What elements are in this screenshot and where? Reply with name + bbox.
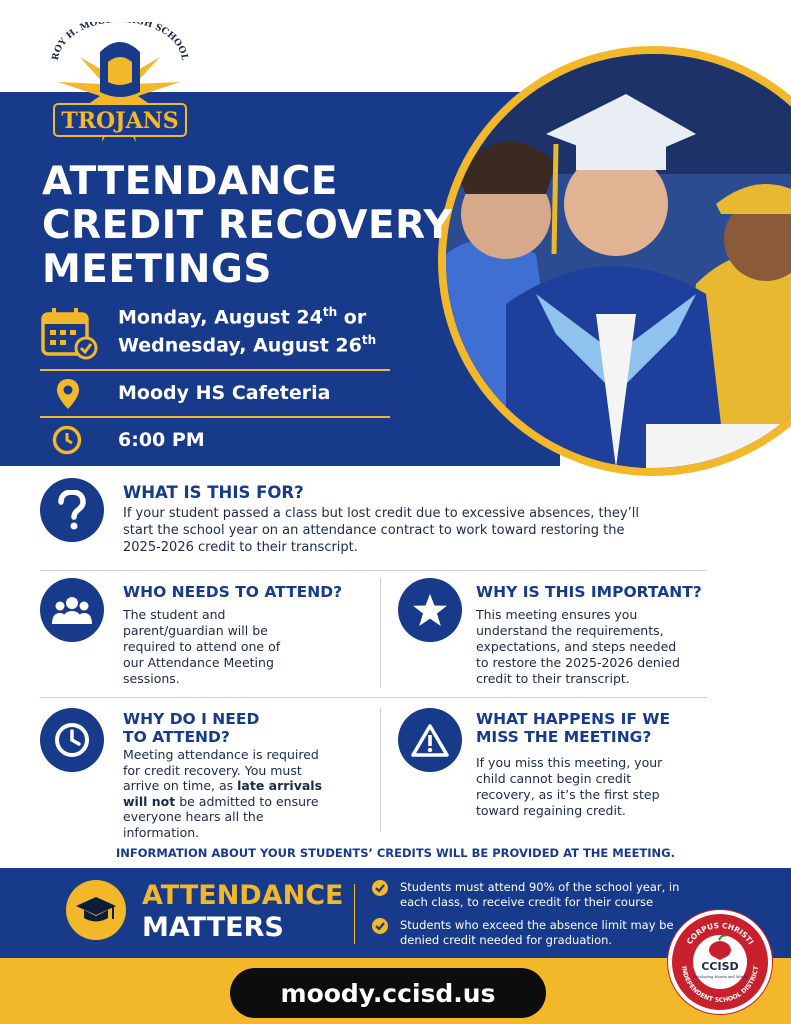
column-divider-2 <box>380 708 381 832</box>
seal-tagline: Developing Hearts and Minds <box>692 975 748 979</box>
seal-top-text: CORPUS CHRISTI <box>684 920 756 947</box>
what-is-this-body: If your student passed a class but lost credit due to excessive absences, they’ll start the school year on an attendance contract to work toward restoring the 2025-2026 credit to their transcript. <box>123 506 639 555</box>
matters-word: MATTERS <box>142 912 284 943</box>
banner-bullet-1-text: Students must attend 90% of the school year, in each class, to receive credit for their course <box>400 880 680 909</box>
page-title <box>42 160 452 292</box>
column-divider-1 <box>380 578 381 688</box>
who-needs-body: The student and parent/guardian will be required to attend one of our Attendance Meeting sessions. <box>123 607 281 686</box>
section-divider-1 <box>40 570 707 571</box>
attendance-word: ATTENDANCE <box>142 880 344 911</box>
question-icon <box>40 478 104 542</box>
what-happens-heading-line-2: MISS THE MEETING? <box>476 728 652 746</box>
website-link[interactable]: moody.ccisd.us <box>230 968 546 1018</box>
what-happens-heading <box>476 710 670 746</box>
logo-arc-text: ROY H. MO GH SCHOOL <box>50 22 190 62</box>
why-need-heading <box>123 710 259 746</box>
why-need-body-post: be admitted to ensure everyone hears all the information. <box>123 793 319 840</box>
why-important-heading: WHY IS THIS IMPORTANT? <box>476 583 702 601</box>
what-happens-heading-line-1: WHAT HAPPENS IF WE <box>476 710 671 728</box>
check-icon <box>372 918 388 934</box>
graduation-cap-icon <box>66 880 126 940</box>
star-icon <box>398 578 462 642</box>
why-need-body <box>123 747 333 840</box>
banner-divider <box>354 884 355 944</box>
clock-icon <box>52 425 82 460</box>
what-is-this-heading: WHAT IS THIS FOR? <box>123 483 304 502</box>
who-needs-heading: WHO NEEDS TO ATTEND? <box>123 583 343 601</box>
section-divider-2 <box>40 697 707 698</box>
why-need-body-bold: late arrivals will not <box>123 778 323 809</box>
ccisd-seal <box>668 910 772 1014</box>
why-need-body-pre: Meeting attendance is required for credit recovery. You must arrive on time, as <box>123 747 319 793</box>
seal-center-text: CCISD <box>701 960 739 973</box>
credits-notice: INFORMATION ABOUT YOUR STUDENTS’ CREDITS WILL BE PROVIDED AT THE MEETING. <box>115 846 675 860</box>
location-row <box>40 378 390 412</box>
title-line-1: ATTENDANCE <box>42 159 338 204</box>
date-line-1 <box>118 305 366 328</box>
title-line-3: MEETINGS <box>42 247 272 292</box>
check-icon <box>372 880 388 896</box>
what-happens-body: If you miss this meeting, your child cannot begin credit recovery, as it’s the first step toward regaining credit. <box>476 755 663 818</box>
trojans-logo <box>40 22 200 162</box>
divider-1 <box>40 369 390 371</box>
date-2-text: Wednesday, August 26 <box>118 334 362 357</box>
time-text: 6:00 PM <box>118 429 205 451</box>
date-line-2 <box>118 333 376 356</box>
banner-bullet-2-text: Students who exceed the absence limit may be denied credit needed for graduation. <box>400 918 674 947</box>
time-row <box>40 425 390 459</box>
location-pin-icon <box>56 378 80 415</box>
date-1-text: Monday, August 24 <box>118 306 323 329</box>
why-need-heading-line-2: TO ATTEND? <box>123 728 230 746</box>
calendar-icon <box>40 306 98 365</box>
clock-large-icon <box>40 708 104 772</box>
why-important-body: This meeting ensures you understand the requirements, expectations, and steps needed to restore the 2025-2026 denied credit to their transcript. <box>476 607 680 686</box>
people-icon <box>40 578 104 642</box>
date-1-sup: th <box>322 305 338 319</box>
dates-row <box>40 302 390 364</box>
seal-bottom-text: INDEPENDENT SCHOOL DISTRICT <box>680 965 760 1005</box>
divider-2 <box>40 416 390 418</box>
why-need-heading-line-1: WHY DO I NEED <box>123 710 260 728</box>
date-1-or: or <box>337 306 367 329</box>
title-line-2: CREDIT RECOVERY <box>42 203 453 248</box>
warning-icon <box>398 708 462 772</box>
logo-team-text: TROJANS <box>61 108 179 134</box>
date-2-sup: th <box>361 333 377 347</box>
location-text: Moody HS Cafeteria <box>118 382 331 404</box>
